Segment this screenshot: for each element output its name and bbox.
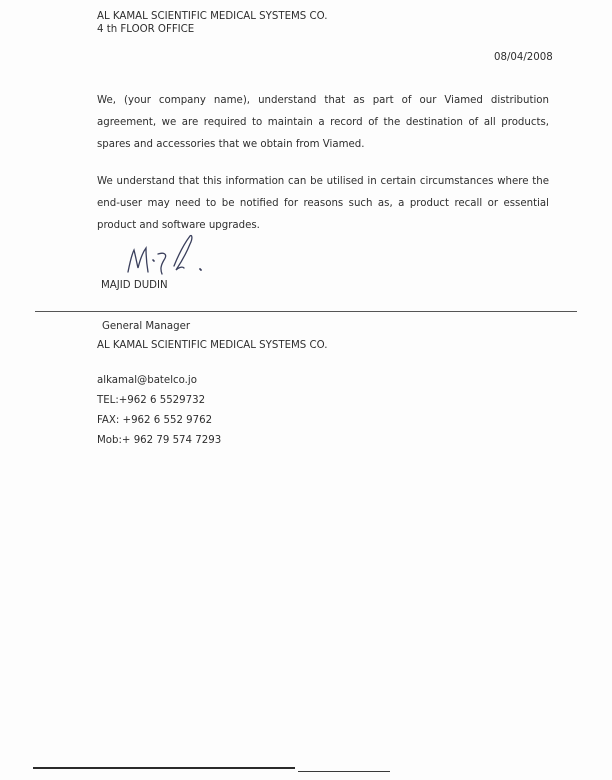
letter-date: 08/04/2008 bbox=[494, 52, 553, 63]
body-paragraph-2 bbox=[97, 171, 549, 237]
contact-tel: TEL:+962 6 5529732 bbox=[97, 395, 206, 406]
body-paragraph-1-text: We, (your company name), understand that as part of our Viamed distribution agreement, we are required to maintain a record of the destination of all products, spares and accessories that we obtain from Viamed. bbox=[97, 95, 549, 150]
bottom-rule-right bbox=[298, 771, 390, 772]
signatory-name: MAJID DUDIN bbox=[101, 280, 168, 291]
contact-mob: Mob:+ 962 79 574 7293 bbox=[97, 435, 222, 446]
divider-line bbox=[35, 311, 577, 312]
contact-fax: FAX: +962 6 552 9762 bbox=[97, 415, 213, 426]
contact-email[interactable]: alkamal@batelco.jo bbox=[97, 375, 197, 386]
handwritten-signature bbox=[120, 232, 220, 280]
letterhead-company: AL KAMAL SCIENTIFIC MEDICAL SYSTEMS CO. bbox=[97, 11, 328, 22]
letterhead-office: 4 th FLOOR OFFICE bbox=[97, 24, 195, 35]
body-paragraph-2-text: We understand that this information can be utilised in certain circumstances where the end-user may need to be notified for reasons such as, a product recall or essential product and software upgrades. bbox=[97, 176, 549, 231]
body-paragraph-1 bbox=[97, 90, 549, 156]
bottom-rule-left bbox=[33, 767, 295, 769]
signatory-company: AL KAMAL SCIENTIFIC MEDICAL SYSTEMS CO. bbox=[97, 340, 328, 351]
signatory-title: General Manager bbox=[102, 321, 191, 332]
